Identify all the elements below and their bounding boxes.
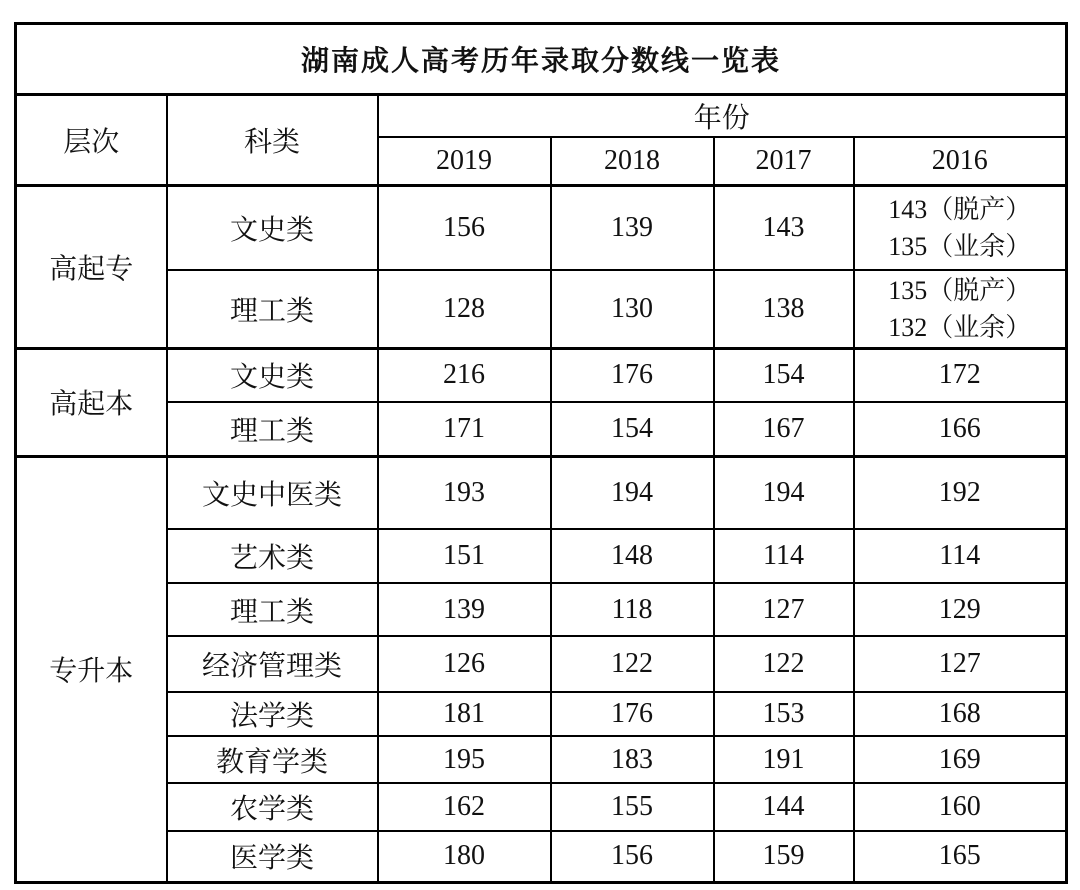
score-cell: 176 xyxy=(551,692,714,736)
score-cell: 139 xyxy=(551,185,714,270)
score-cell: 169 xyxy=(854,736,1067,783)
category-cell: 教育学类 xyxy=(167,736,378,783)
score-cell: 159 xyxy=(714,831,854,882)
score-cell: 180 xyxy=(378,831,551,882)
score-cell: 168 xyxy=(854,692,1067,736)
level-cell: 高起专 xyxy=(16,185,167,348)
score-cell: 194 xyxy=(551,456,714,529)
table-title: 湖南成人高考历年录取分数线一览表 xyxy=(16,24,1067,95)
score-cell: 127 xyxy=(854,636,1067,692)
header-year-2016: 2016 xyxy=(854,137,1067,185)
score-cell: 118 xyxy=(551,583,714,636)
score-cell: 156 xyxy=(378,185,551,270)
category-cell: 医学类 xyxy=(167,831,378,882)
table-row xyxy=(16,583,1067,636)
score-cell: 128 xyxy=(378,270,551,348)
category-cell: 文史类 xyxy=(167,185,378,270)
score-cell: 122 xyxy=(551,636,714,692)
score-cell: 153 xyxy=(714,692,854,736)
score-cell-multiline xyxy=(854,270,1067,348)
score-cell: 129 xyxy=(854,583,1067,636)
score-cell: 167 xyxy=(714,402,854,456)
table-row xyxy=(16,529,1067,583)
table-row xyxy=(16,456,1067,529)
score-cell: 192 xyxy=(854,456,1067,529)
table-row xyxy=(16,402,1067,456)
admission-score-table xyxy=(14,22,1068,884)
table-row xyxy=(16,636,1067,692)
score-2016-block xyxy=(888,191,1031,265)
table-row xyxy=(16,185,1067,270)
score-cell: 181 xyxy=(378,692,551,736)
score-cell: 176 xyxy=(551,348,714,402)
score-cell: 216 xyxy=(378,348,551,402)
category-cell: 经济管理类 xyxy=(167,636,378,692)
score-2016-line: 135（业余） xyxy=(888,231,1032,261)
score-2016-line: 143（脱产） xyxy=(888,194,1032,224)
score-cell: 165 xyxy=(854,831,1067,882)
score-2016-line: 132（业余） xyxy=(888,312,1032,342)
header-level: 层次 xyxy=(16,95,167,186)
table-row xyxy=(16,831,1067,882)
header-category: 科类 xyxy=(167,95,378,186)
score-cell: 127 xyxy=(714,583,854,636)
category-cell: 理工类 xyxy=(167,402,378,456)
score-cell: 194 xyxy=(714,456,854,529)
score-cell: 139 xyxy=(378,583,551,636)
score-cell: 138 xyxy=(714,270,854,348)
score-cell: 143 xyxy=(714,185,854,270)
score-cell: 162 xyxy=(378,783,551,831)
score-cell: 154 xyxy=(551,402,714,456)
score-cell: 114 xyxy=(854,529,1067,583)
score-cell: 191 xyxy=(714,736,854,783)
level-cell: 高起本 xyxy=(16,348,167,456)
score-cell: 114 xyxy=(714,529,854,583)
category-cell: 农学类 xyxy=(167,783,378,831)
score-cell: 160 xyxy=(854,783,1067,831)
score-cell: 183 xyxy=(551,736,714,783)
score-cell: 155 xyxy=(551,783,714,831)
header-year-2017: 2017 xyxy=(714,137,854,185)
score-cell: 195 xyxy=(378,736,551,783)
score-cell: 166 xyxy=(854,402,1067,456)
header-year-2018: 2018 xyxy=(551,137,714,185)
score-cell: 151 xyxy=(378,529,551,583)
category-cell: 艺术类 xyxy=(167,529,378,583)
score-cell: 172 xyxy=(854,348,1067,402)
score-cell: 144 xyxy=(714,783,854,831)
category-cell: 法学类 xyxy=(167,692,378,736)
score-cell: 154 xyxy=(714,348,854,402)
score-cell: 171 xyxy=(378,402,551,456)
category-cell: 文史中医类 xyxy=(167,456,378,529)
level-cell: 专升本 xyxy=(16,456,167,882)
table-row xyxy=(16,692,1067,736)
score-2016-line: 135（脱产） xyxy=(888,275,1032,305)
table-row xyxy=(16,736,1067,783)
table-row xyxy=(16,270,1067,348)
table-row xyxy=(16,348,1067,402)
header-year-2019: 2019 xyxy=(378,137,551,185)
score-cell: 148 xyxy=(551,529,714,583)
score-cell: 126 xyxy=(378,636,551,692)
score-2016-block xyxy=(888,272,1031,346)
score-cell: 156 xyxy=(551,831,714,882)
category-cell: 文史类 xyxy=(167,348,378,402)
score-cell: 193 xyxy=(378,456,551,529)
category-cell: 理工类 xyxy=(167,270,378,348)
score-cell-multiline xyxy=(854,185,1067,270)
table-row xyxy=(16,783,1067,831)
score-cell: 122 xyxy=(714,636,854,692)
header-year-group: 年份 xyxy=(378,95,1067,138)
category-cell: 理工类 xyxy=(167,583,378,636)
score-cell: 130 xyxy=(551,270,714,348)
